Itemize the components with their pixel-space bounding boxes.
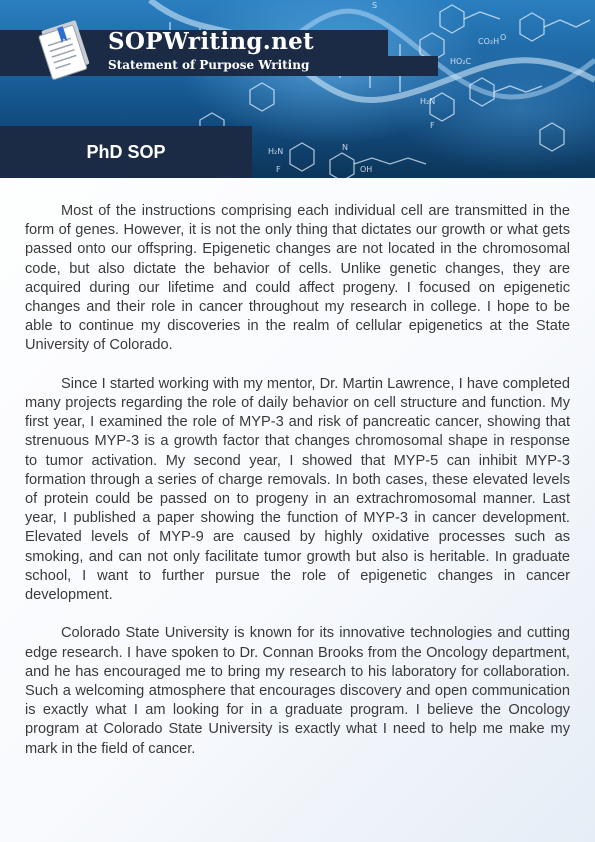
- document-icon: [34, 16, 100, 82]
- svg-text:F: F: [276, 165, 281, 174]
- paragraph-1: Most of the instructions comprising each individual cell are transmitted in the form of genes. However, it is not the only thing that dictates our growth or what gets passed onto our offspring. Epigenetic changes are not located in the chromosomal code, but also dictate the behavior of cells. Unlike genetic changes, they are acquired during our lifetime and could affect progeny. I focused on epigenetic changes and their role in cancer throughout my research in college. I hope to be able to continue my discoveries in the realm of cellular epigenetics at the State University of Colorado.: [25, 203, 570, 354]
- brand-name[interactable]: SOPWriting.net: [108, 28, 314, 55]
- document-body: [25, 202, 570, 778]
- paragraph-2: Since I started working with my mentor, Dr. Martin Lawrence, I have completed many projects regarding the role of daily behavior on cell structure and function. My first year, I examined the role of MYP-3 and risk of pancreatic cancer, showing that strenuous MYP-3 is a growth factor that changes chromosomal shape in response to tumor activation. My second year, I showed that MYP-5 can inhibit MYP-3 formation through a series of charge removals. In both cases, these elevated levels of protein could be passed on to progeny in an extrachromosomal manner. Last year, I published a paper showing the function of MYP-3 in cancer development. Elevated levels of MYP-9 are caused by highly oxidative processes such as smoking, and can not only facilitate tumor growth but also is heritable. In graduate school, I want to further pursue the role of epigenetic changes in cancer development.: [25, 375, 570, 604]
- svg-text:O: O: [500, 33, 507, 42]
- header-banner: [0, 0, 595, 178]
- svg-text:S: S: [372, 1, 378, 10]
- page-title: PhD SOP: [86, 142, 166, 162]
- svg-text:OH: OH: [360, 165, 373, 174]
- paragraph-3: Colorado State University is known for its innovative technologies and cutting edge research. I have spoken to Dr. Connan Brooks from the Oncology department, and he has encouraged me to bring my research to his laboratory for collaboration. Such a welcoming atmosphere that encourages discovery and open communication is exactly what I am looking for in a graduate program. I believe the Oncology program at Colorado State University is exactly what I need to help me make my mark in the field of cancer.: [25, 625, 570, 757]
- svg-text:CO₂H: CO₂H: [478, 37, 500, 46]
- svg-text:H₂N: H₂N: [420, 97, 436, 106]
- svg-text:F: F: [430, 121, 435, 130]
- svg-text:H₂N: H₂N: [268, 147, 284, 156]
- brand-tagline: Statement of Purpose Writing: [108, 58, 310, 72]
- svg-text:N: N: [342, 143, 348, 152]
- svg-text:HO₂C: HO₂C: [450, 57, 472, 66]
